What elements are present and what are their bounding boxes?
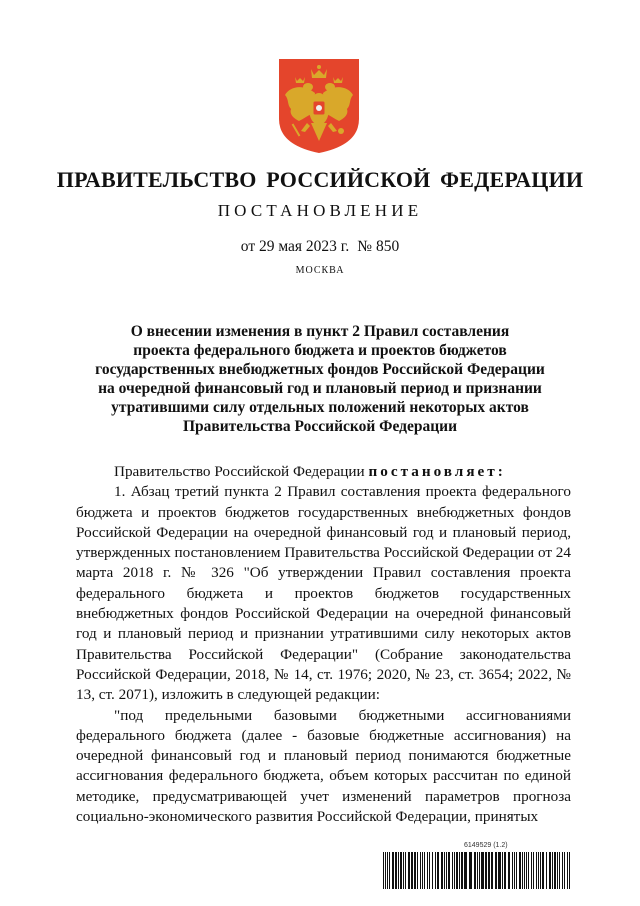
coat-of-arms-icon <box>277 57 361 155</box>
subject-line: О внесении изменения в пункт 2 Правил составления <box>130 323 510 340</box>
paragraph-1: 1. Абзац третий пункта 2 Правил составления проекта федерального бюджета и проектов бюджетов государственных внебюджетных фондов Российской Федерации на очередной финансовый год и плановый период, утвержденных постановлением Правительства Российской Федерации от 24 марта 2018 г. № 326 "Об утверждении Правил составления проекта федерального бюджета и проектов бюджетов государственных внебюджетных фондов Российской Федерации на очередной финансовый год и плановый период и признании утратившими силу некоторых актов Правительства Российской Федерации" (Собрание законодательства Российской Федерации, 2018, № 14, ст. 1976; 2020, № 23, ст. 3654; 2022, № 13, ст. 2071), изложить в следующей редакции: <box>76 483 571 704</box>
document-city: МОСКВА <box>295 265 345 276</box>
subject-line: утратившими силу отдельных положений некоторых актов <box>111 399 529 416</box>
intro-prefix: Правительство Российской Федерации <box>114 463 369 480</box>
barcode-icon <box>383 852 571 889</box>
document-subject <box>90 322 550 436</box>
subject-line: государственных внебюджетных фондов Российской Федерации <box>95 361 545 378</box>
subject-line: на очередной финансовый год и плановый период и признании <box>98 380 542 397</box>
document-type: ПОСТАНОВЛЕНИЕ <box>217 201 423 220</box>
document-body <box>76 462 571 827</box>
document-date: от 29 мая 2023 г. <box>240 238 350 255</box>
subject-line: Правительства Российской Федерации <box>182 418 458 435</box>
document-date-line <box>0 238 640 256</box>
subject-line: проекта федерального бюджета и проектов бюджетов <box>133 342 507 359</box>
intro-resolves: постановляет: <box>368 463 506 480</box>
intro-paragraph <box>76 462 571 482</box>
document-number: № 850 <box>357 238 400 255</box>
barcode-id: 6149529 (1.2) <box>464 842 508 849</box>
paragraph-2: "под предельными базовыми бюджетными ассигнованиями федерального бюджета (далее - базовые бюджетные ассигнования) на очередной финансовый год и плановый период понимаются бюджетные ассигнования федерального бюджета, объем которых рассчитан по единой методике, предусматривающей учет изменений параметров прогноза социально-экономического развития Российской Федерации, принятых <box>76 706 571 826</box>
government-title: ПРАВИТЕЛЬСТВО РОССИЙСКОЙ ФЕДЕРАЦИИ <box>56 167 584 192</box>
